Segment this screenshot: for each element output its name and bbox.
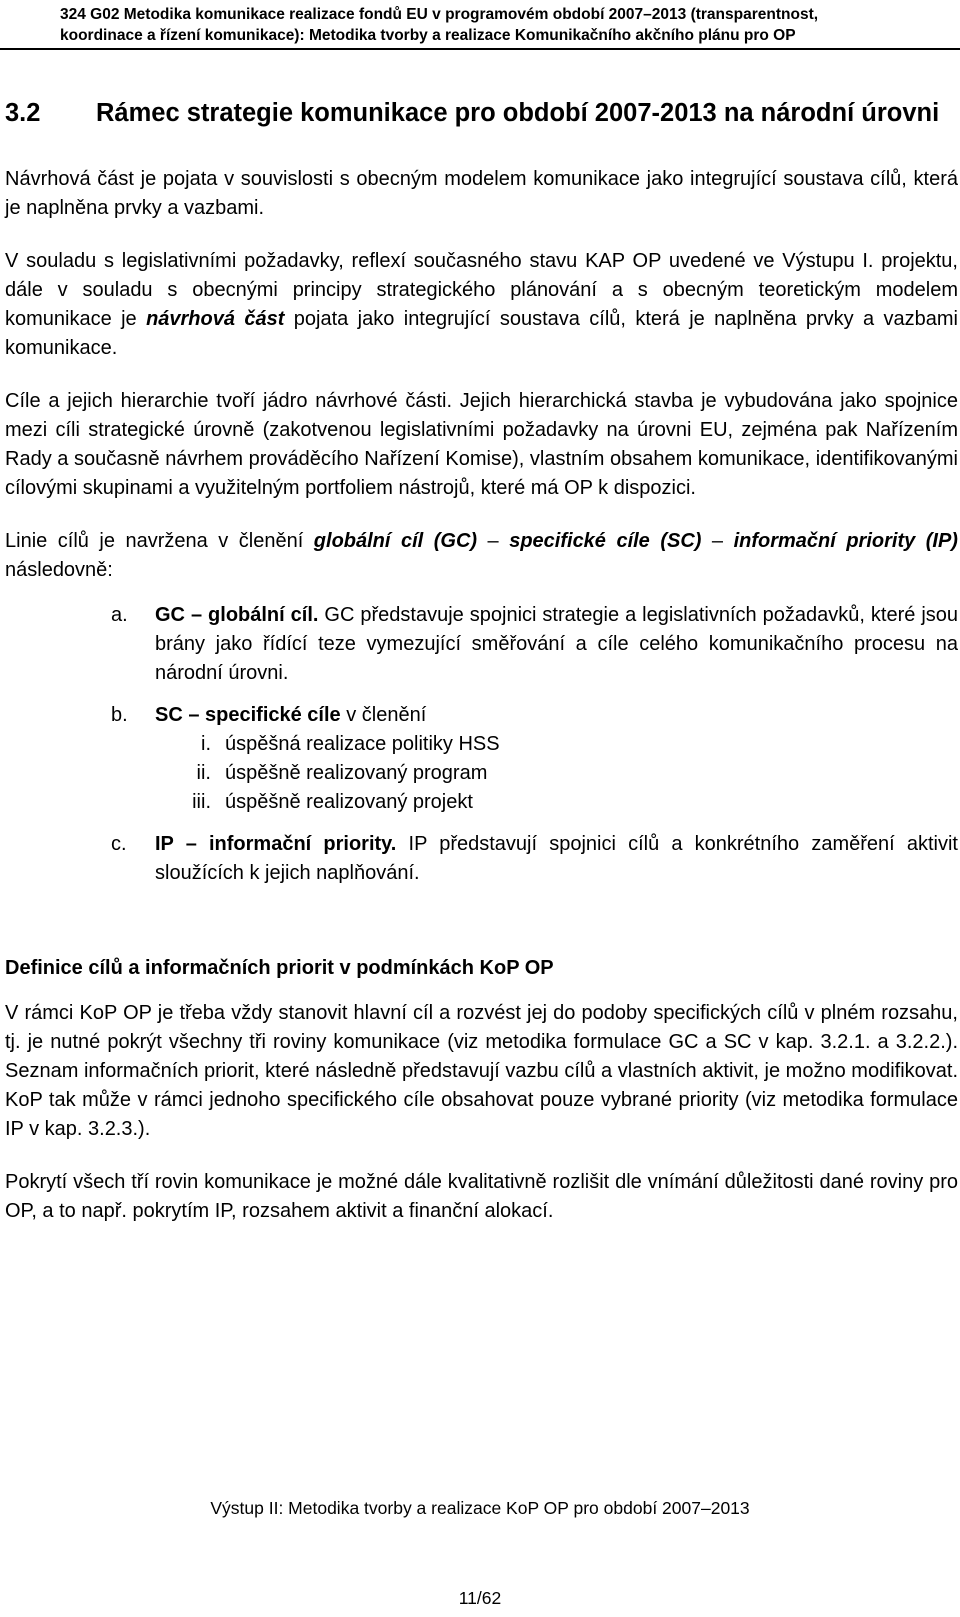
list-item-gc [5, 601, 958, 688]
list-marker: b. [111, 704, 128, 726]
list-item-title: IP – informační priority. [155, 833, 397, 855]
sc-sublist [155, 730, 958, 817]
term-ip: informační priority (IP) [733, 530, 958, 552]
list-marker: a. [111, 604, 128, 626]
list-item-text: v členění [340, 704, 427, 726]
paragraph-intro: Návrhová část je pojata v souvislosti s obecným modelem komunikace jako integrující soustava cílů, která je naplněna prvky a vazbami. [5, 168, 958, 219]
list-item-title: SC – specifické cíle [155, 704, 341, 726]
paragraph-text: následovně: [5, 559, 113, 581]
header-line-2: koordinace a řízení komunikace): Metodika tvorby a realizace Komunikačního akčního plánu pro OP [60, 27, 796, 44]
term-sc: specifické cíle (SC) [509, 530, 702, 552]
list-item-body [155, 601, 958, 688]
paragraph-goal-line [5, 527, 958, 585]
section-heading [5, 97, 958, 130]
sublist-marker: i. [201, 733, 211, 755]
list-marker: c. [111, 833, 127, 855]
list-item-text: GC představuje spojnici strategie a legislativních požadavků, které jsou brány jako řídící teze vymezující směřování a cíle celého komunikačního procesu na národní úrovni. [155, 604, 959, 684]
subsection-heading: Definice cílů a informačních priorit v podmínkách KoP OP [5, 957, 554, 979]
paragraph-text: Linie cílů je navržena v členění [5, 530, 314, 552]
sublist-item [155, 788, 958, 817]
sublist-item [155, 730, 958, 759]
list-item-ip [5, 830, 958, 888]
list-item-sc [5, 701, 958, 817]
header-line-1: 324 G02 Metodika komunikace realizace fondů EU v programovém období 2007–2013 (transparentnost, [60, 6, 819, 23]
emphasis-navrhova-cast: návrhová část [146, 308, 285, 330]
paragraph-goals-hierarchy: Cíle a jejich hierarchie tvoří jádro návrhové části. Jejich hierarchická stavba je vybudována jako spojnice mezi cíli strategické úrovně (zakotvenou legislativními požadavky na úrovni EU, zejména pak Nařízením Rady a současně návrhem prováděcího Nařízení Komise), vlastním obsahem komunikace, identifikovanými cílovými skupinami a využitelným portfoliem nástrojů, které má OP k dispozici. [5, 390, 958, 499]
term-gc: globální cíl (GC) [313, 530, 478, 552]
sublist-text: úspěšně realizovaný projekt [225, 791, 473, 813]
paragraph-text: pojata jako integrující soustava cílů, která je naplněna prvky a vazbami komunikace. [5, 308, 958, 359]
list-item-body [155, 830, 958, 888]
list-item-title: GC – globální cíl. [155, 604, 319, 626]
dash-separator: – [477, 530, 510, 552]
document-footer: Výstup II: Metodika tvorby a realizace KoP OP pro období 2007–2013 [210, 1498, 750, 1518]
document-header [60, 4, 930, 46]
dash-separator: – [701, 530, 734, 552]
sublist-marker: ii. [196, 762, 211, 784]
sublist-text: úspěšná realizace politiky HSS [225, 733, 500, 755]
sublist-item [155, 759, 958, 788]
section-title: Rámec strategie komunikace pro období 2007-2013 na národní úrovni [96, 99, 940, 127]
page-body [5, 97, 958, 1226]
paragraph-kop-framework: V rámci KoP OP je třeba vždy stanovit hlavní cíl a rozvést jej do podoby specifických cílů v plném rozsahu, tj. je nutné pokrýt všechny tři roviny komunikace (viz metodika formulace GC a SC v kap. 3.2.1. a 3.2.2.). Seznam informačních priorit, které následně představují vazbu cílů a vlastních aktivit, je možno modifikovat. KoP tak může v rámci jednoho specifického cíle obsahovat pouze vybrané priority (viz metodika formulace IP v kap. 3.2.3.). [5, 1002, 958, 1140]
sublist-marker: iii. [192, 791, 211, 813]
goal-list [5, 601, 958, 888]
header-divider [0, 48, 960, 50]
list-item-body [155, 701, 958, 817]
paragraph-legislative [5, 247, 958, 363]
page-number: 11/62 [458, 1588, 502, 1608]
sublist-text: úspěšně realizovaný program [225, 762, 488, 784]
paragraph-text: V souladu s legislativními požadavky, reflexí současného stavu KAP OP uvedené ve Výstupu I. projektu, dále v souladu s obecnými principy strategického plánování a s obecným teoretickým modelem komunikace je [5, 250, 958, 330]
section-number: 3.2 [5, 99, 41, 127]
paragraph-coverage: Pokrytí všech tří rovin komunikace je možné dále kvalitativně rozlišit dle vnímání důležitosti dané roviny pro OP, a to např. pokrytím IP, rozsahem aktivit a finanční alokací. [5, 1171, 958, 1222]
list-item-text: IP představují spojnici cílů a konkrétního zaměření aktivit sloužících k jejich naplňování. [155, 833, 958, 884]
